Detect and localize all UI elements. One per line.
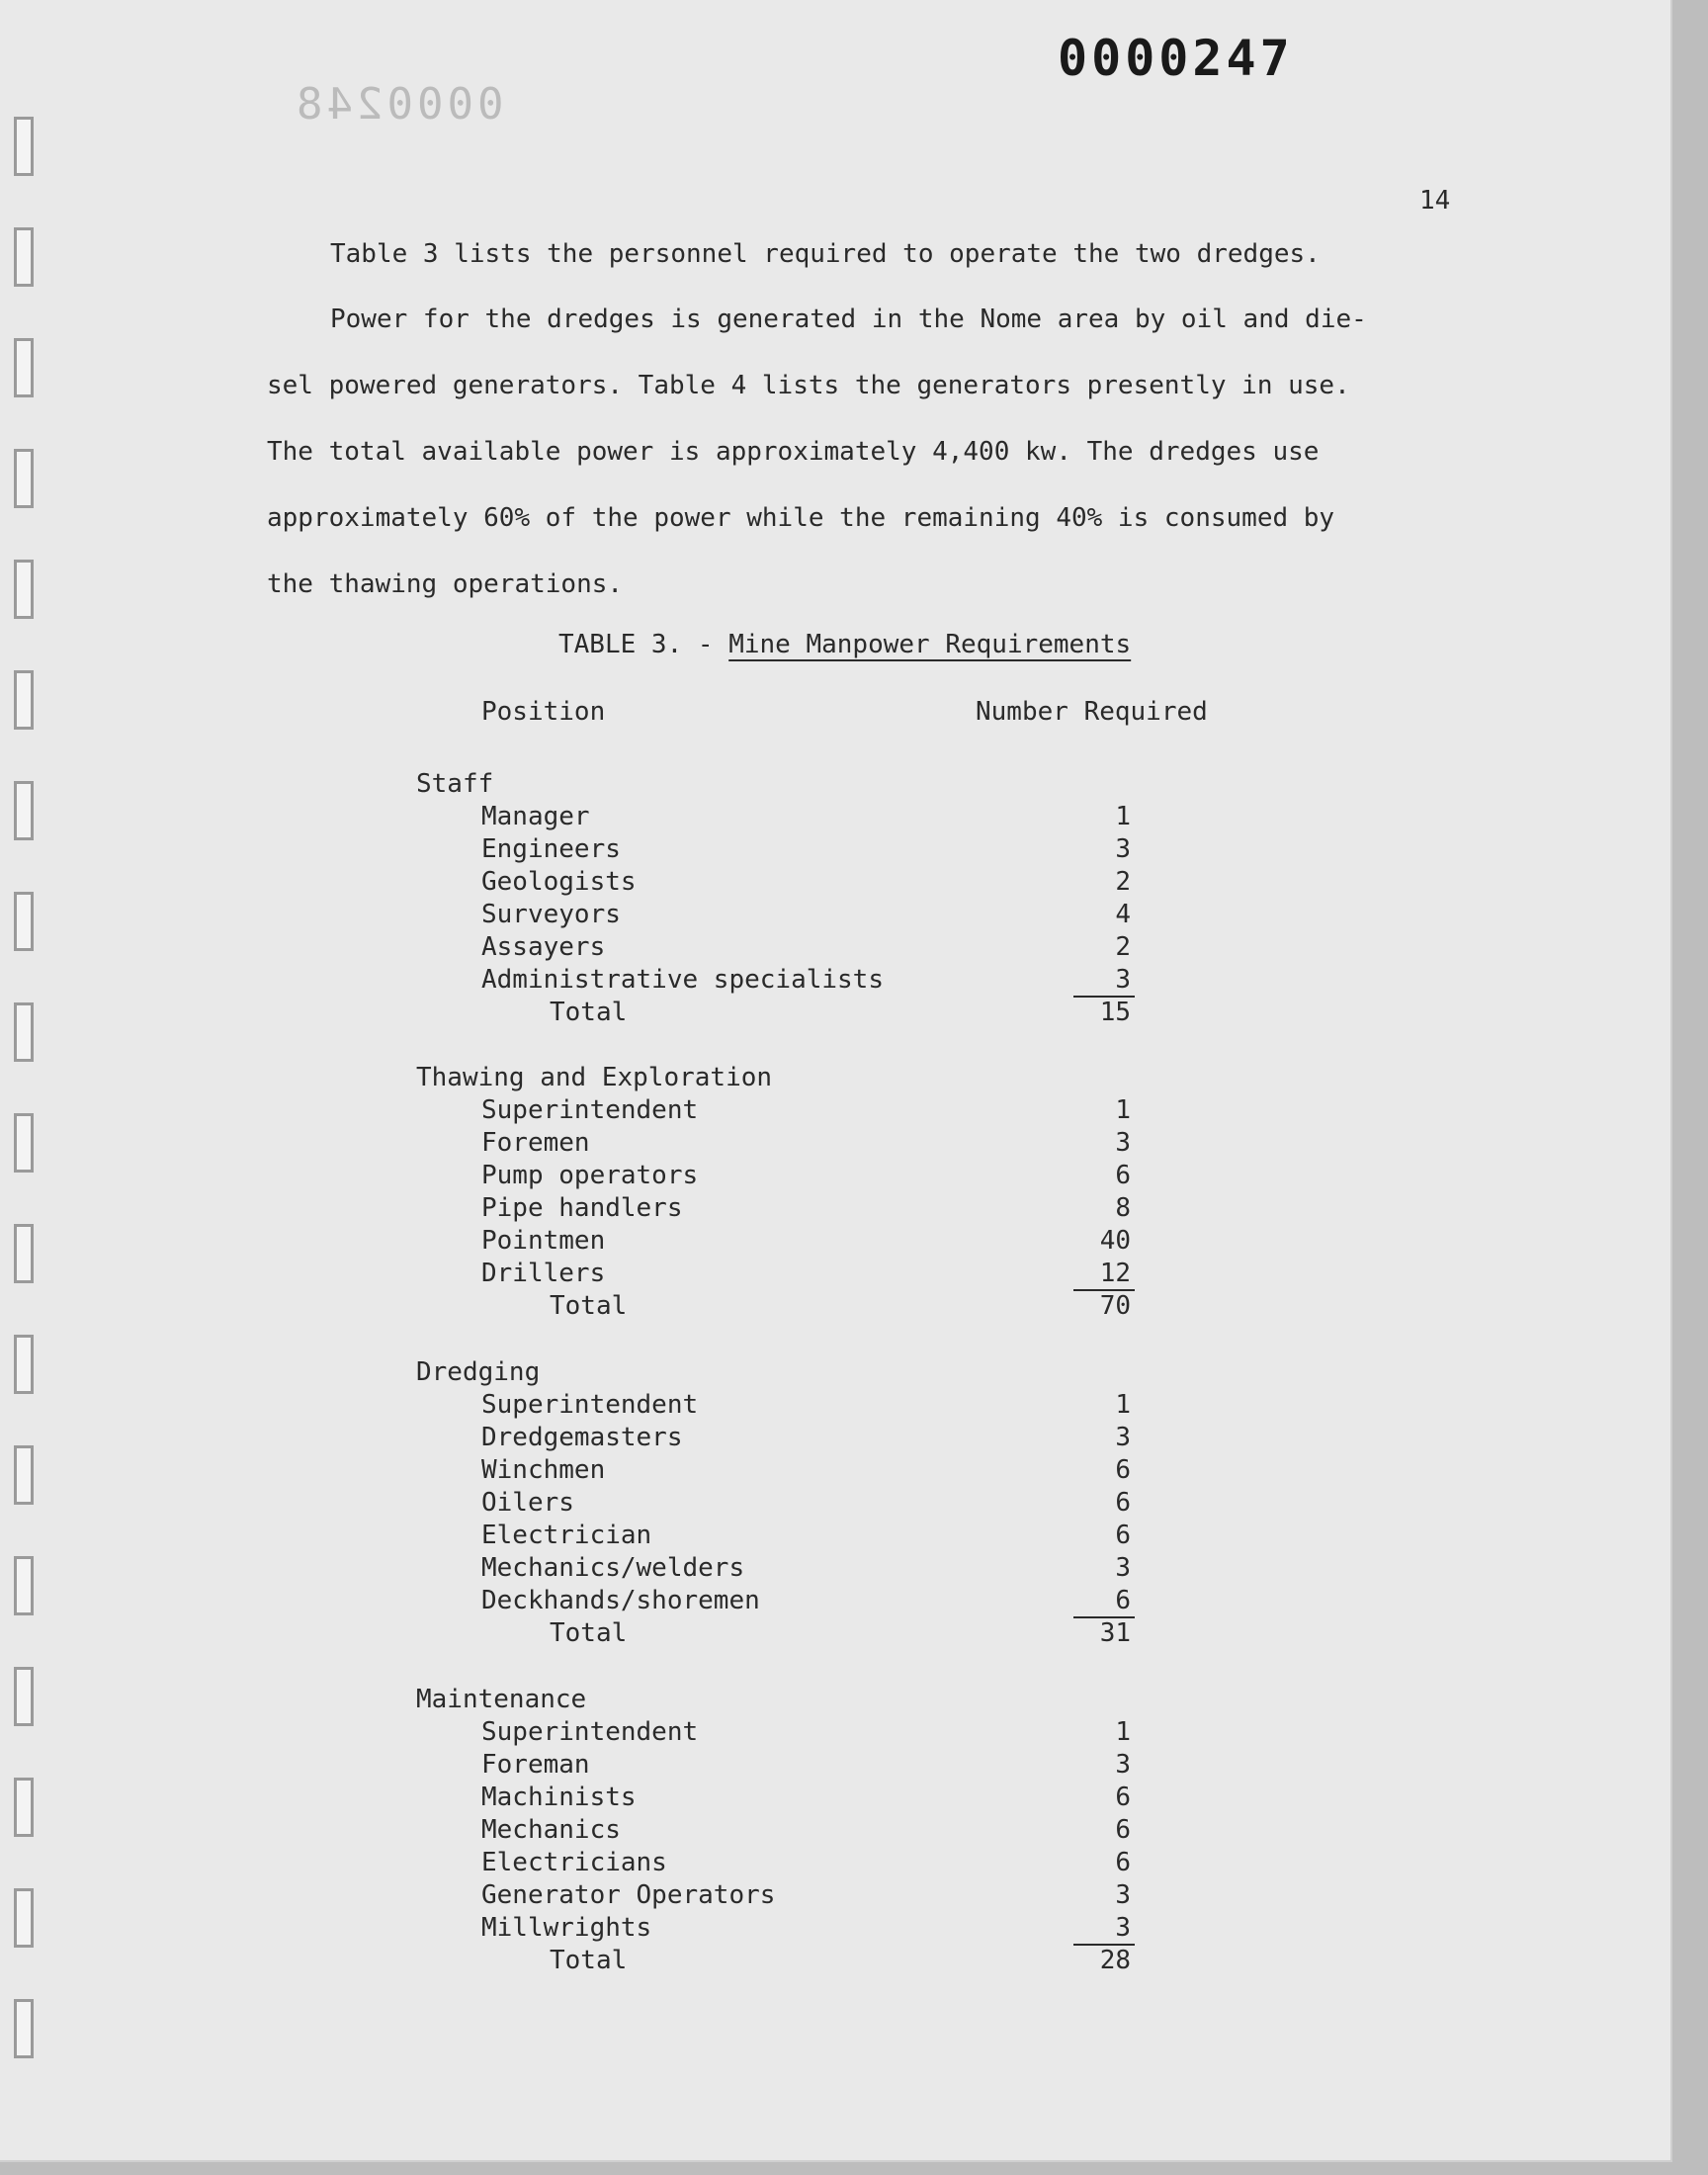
total-value: 15 [1099, 998, 1131, 1027]
number-cell: 6 [1115, 1848, 1131, 1877]
position-cell: Surveyors [481, 900, 621, 929]
table-row [0, 900, 1708, 932]
number-cell: 40 [1099, 1226, 1131, 1256]
total-value: 31 [1099, 1618, 1131, 1648]
group-name: Maintenance [416, 1685, 587, 1714]
position-cell: Pipe handlers [481, 1193, 683, 1223]
position-cell: Generator Operators [481, 1880, 776, 1910]
table-row [0, 1390, 1708, 1423]
table-row [0, 1161, 1708, 1193]
page-number: 14 [1419, 186, 1451, 216]
total-label: Total [550, 1291, 628, 1321]
paragraph-line: the thawing operations. [267, 569, 624, 599]
binder-hole [14, 1999, 34, 2058]
total-label: Total [550, 1618, 628, 1648]
number-cell: 6 [1115, 1521, 1131, 1550]
table-row [0, 1553, 1708, 1586]
group-heading [0, 1063, 1708, 1095]
group-name: Thawing and Exploration [416, 1063, 773, 1092]
number-cell: 12 [1099, 1259, 1131, 1288]
table-row [0, 867, 1708, 900]
serial-stamp: 0000247 [1058, 30, 1294, 87]
binder-hole [14, 449, 34, 508]
table-caption-title: Mine Manpower Requirements [728, 630, 1132, 659]
total-row [0, 1618, 1708, 1651]
position-cell: Pump operators [481, 1161, 699, 1190]
group-heading [0, 1685, 1708, 1717]
number-cell: 6 [1115, 1455, 1131, 1485]
table-row [0, 1521, 1708, 1553]
number-cell: 6 [1115, 1815, 1131, 1845]
column-header-position: Position [481, 697, 606, 727]
total-row [0, 998, 1708, 1030]
table-row [0, 834, 1708, 867]
number-cell: 1 [1115, 1095, 1131, 1125]
table-row [0, 1750, 1708, 1783]
number-cell: 3 [1115, 1750, 1131, 1780]
number-cell: 4 [1115, 900, 1131, 929]
table-row [0, 1488, 1708, 1521]
total-value: 70 [1099, 1291, 1131, 1321]
number-cell: 6 [1115, 1488, 1131, 1518]
table-row [0, 1193, 1708, 1226]
table-row [0, 1226, 1708, 1259]
position-cell: Dredgemasters [481, 1423, 683, 1452]
number-cell: 6 [1115, 1161, 1131, 1190]
position-cell: Foreman [481, 1750, 590, 1780]
position-cell: Millwrights [481, 1913, 652, 1943]
number-cell: 6 [1115, 1586, 1131, 1615]
paragraph-line: Table 3 lists the personnel required to operate the two dredges. [330, 239, 1321, 269]
paragraph-1 [267, 221, 1469, 288]
paragraph-2 [267, 287, 1469, 618]
position-cell: Winchmen [481, 1455, 606, 1485]
position-cell: Superintendent [481, 1095, 699, 1125]
table-row [0, 1455, 1708, 1488]
table-row [0, 1913, 1708, 1946]
table-row [0, 1586, 1708, 1618]
position-cell: Mechanics [481, 1815, 621, 1845]
table-row [0, 802, 1708, 834]
group-name: Staff [416, 769, 494, 799]
table-row [0, 1848, 1708, 1880]
number-cell: 3 [1115, 834, 1131, 864]
table-row [0, 1259, 1708, 1291]
number-cell: 3 [1115, 1880, 1131, 1910]
number-cell: 1 [1115, 802, 1131, 831]
number-cell: 1 [1115, 1390, 1131, 1420]
position-cell: Electrician [481, 1521, 652, 1550]
table-caption-prefix: TABLE 3. - [558, 630, 729, 659]
binder-hole [14, 338, 34, 397]
number-cell: 2 [1115, 867, 1131, 897]
group-heading [0, 1357, 1708, 1390]
table-row [0, 1423, 1708, 1455]
number-cell: 3 [1115, 1553, 1131, 1583]
position-cell: Foremen [481, 1128, 590, 1158]
total-label: Total [550, 998, 628, 1027]
binder-hole [14, 117, 34, 176]
number-cell: 8 [1115, 1193, 1131, 1223]
table-row [0, 1783, 1708, 1815]
position-cell: Administrative specialists [481, 965, 884, 995]
position-cell: Engineers [481, 834, 621, 864]
table-caption [558, 630, 1131, 659]
position-cell: Superintendent [481, 1390, 699, 1420]
position-cell: Drillers [481, 1259, 606, 1288]
total-label: Total [550, 1946, 628, 1975]
number-cell: 6 [1115, 1783, 1131, 1812]
paragraph-line: The total available power is approximately 4,400 kw. The dredges use [267, 437, 1320, 467]
table-row [0, 1095, 1708, 1128]
group-heading [0, 769, 1708, 802]
binder-hole [14, 560, 34, 619]
binder-hole [14, 227, 34, 287]
position-cell: Electricians [481, 1848, 667, 1877]
number-cell: 2 [1115, 932, 1131, 962]
position-cell: Oilers [481, 1488, 574, 1518]
number-cell: 3 [1115, 1128, 1131, 1158]
table-row [0, 965, 1708, 998]
paragraph-line: sel powered generators. Table 4 lists the generators presently in use. [267, 371, 1350, 400]
position-cell: Mechanics/welders [481, 1553, 745, 1583]
paragraph-line: approximately 60% of the power while the remaining 40% is consumed by [267, 503, 1335, 533]
total-row [0, 1291, 1708, 1324]
position-cell: Pointmen [481, 1226, 606, 1256]
table-row [0, 932, 1708, 965]
position-cell: Superintendent [481, 1717, 699, 1747]
table-row [0, 1815, 1708, 1848]
number-cell: 3 [1115, 1913, 1131, 1943]
group-name: Dredging [416, 1357, 541, 1387]
number-cell: 3 [1115, 1423, 1131, 1452]
position-cell: Assayers [481, 932, 606, 962]
column-header-number: Number Required [976, 697, 1208, 727]
table-row [0, 1880, 1708, 1913]
table-row [0, 1717, 1708, 1750]
position-cell: Manager [481, 802, 590, 831]
position-cell: Geologists [481, 867, 637, 897]
number-cell: 1 [1115, 1717, 1131, 1747]
number-cell: 3 [1115, 965, 1131, 995]
binder-hole [14, 670, 34, 730]
bleed-through-stamp: 0000248 [293, 79, 504, 130]
table-row [0, 1128, 1708, 1161]
position-cell: Deckhands/shoremen [481, 1586, 760, 1615]
total-row [0, 1946, 1708, 1978]
paragraph-line: Power for the dredges is generated in the Nome area by oil and die- [330, 304, 1367, 334]
position-cell: Machinists [481, 1783, 637, 1812]
total-value: 28 [1099, 1946, 1131, 1975]
